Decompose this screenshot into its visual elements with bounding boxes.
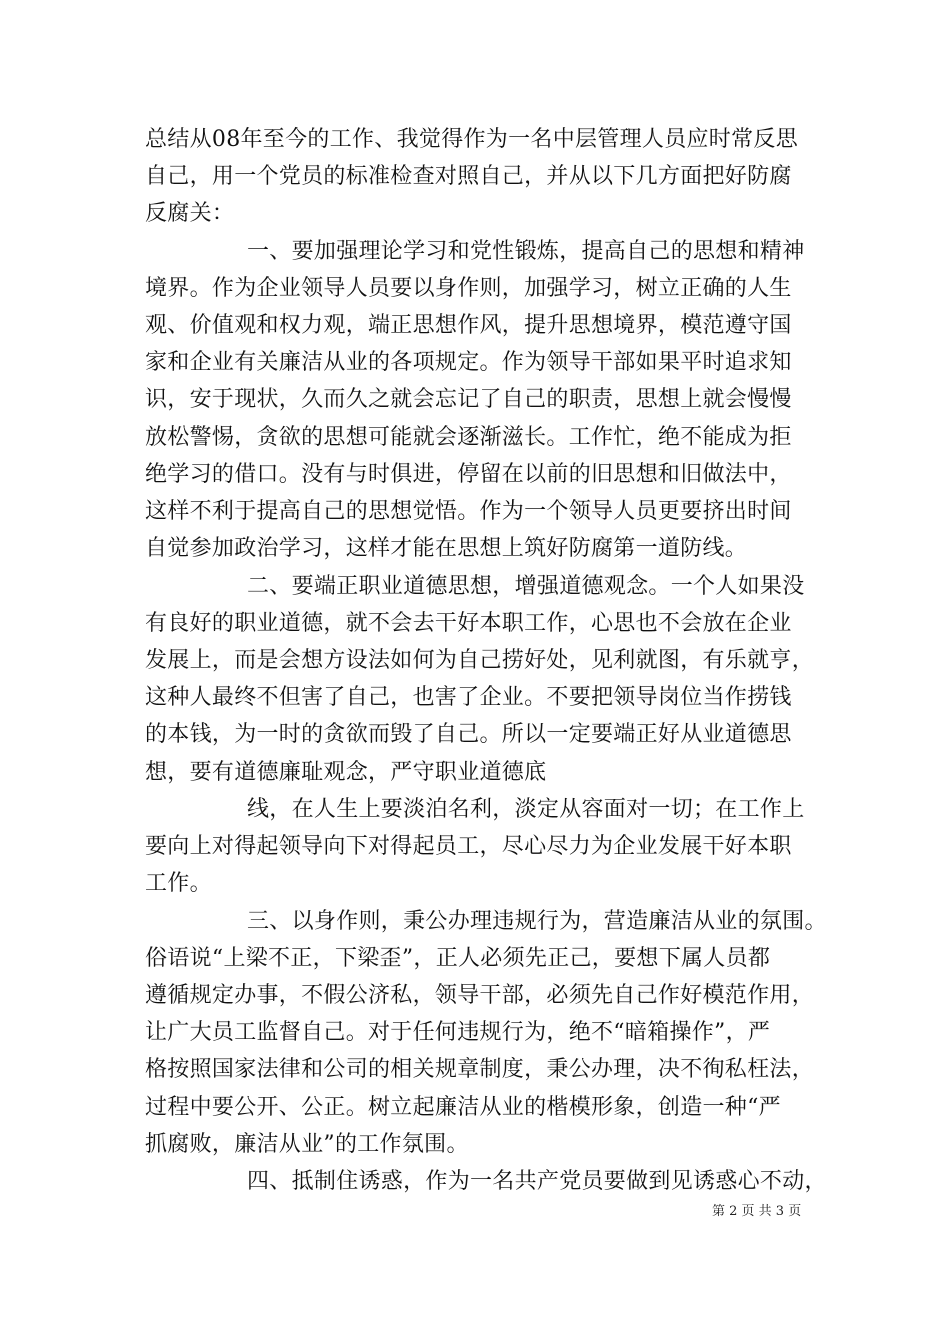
text-line: 放松警惕，贪欲的思想可能就会逐渐滋长。工作忙，绝不能成为拒 — [145, 425, 792, 450]
text-line: 总结从08年至今的工作、我觉得作为一名中层管理人员应时常反思 — [145, 127, 798, 152]
text-line: 绝学习的借口。没有与时俱进，停留在以前的旧思想和旧做法中， — [145, 462, 792, 487]
text-line: 家和企业有关廉洁从业的各项规定。作为领导干部如果平时追求知 — [145, 350, 792, 375]
text-line: 观、价值观和权力观，端正思想作风，提升思想境界，模范遵守国 — [145, 313, 792, 338]
text-line: 抓腐败，廉洁从业”的工作氛围。 — [145, 1132, 469, 1157]
text-line: 一、要加强理论学习和党性锻炼，提高自己的思想和精神 — [247, 239, 805, 264]
text-line: 二、要端正职业道德思想，增强道德观念。一个人如果没 — [247, 574, 805, 599]
text-line: 三、以身作则，秉公办理违规行为，营造廉洁从业的氛围。 — [247, 909, 827, 934]
text-line: 境界。作为企业领导人员要以身作则，加强学习，树立正确的人生 — [145, 276, 792, 301]
text-line: 线，在人生上要淡泊名利，淡定从容面对一切；在工作上 — [247, 797, 805, 822]
text-line: 这样不利于提高自己的思想觉悟。作为一个领导人员更要挤出时间 — [145, 499, 792, 524]
text-line: 过程中要公开、公正。树立起廉洁从业的楷模形象，创造一种“严 — [145, 1095, 781, 1120]
text-line: 自己，用一个党员的标准检查对照自己，并从以下几方面把好防腐 — [145, 164, 792, 189]
text-line: 有良好的职业道德，就不会去干好本职工作，心思也不会放在企业 — [145, 611, 792, 636]
text-line: 俗语说“上梁不正，下梁歪”，正人必须先正己，要想下属人员都 — [145, 946, 771, 971]
text-line: 遵循规定办事，不假公济私，领导干部，必须先自己作好模范作用， — [145, 983, 815, 1008]
text-line: 想，要有道德廉耻观念，严守职业道德底 — [145, 760, 547, 785]
text-line: 格按照国家法律和公司的相关规章制度，秉公办理，决不徇私枉法， — [145, 1057, 815, 1082]
text-line: 识，安于现状，久而久之就会忘记了自己的职责，思想上就会慢慢 — [145, 387, 792, 412]
text-line: 四、抵制住诱惑，作为一名共产党员要做到见诱惑心不动， — [247, 1169, 827, 1194]
text-line: 这种人最终不但害了自己，也害了企业。不要把领导岗位当作捞钱 — [145, 685, 792, 710]
text-line: 要向上对得起领导向下对得起员工，尽心尽力为企业发展干好本职 — [145, 834, 792, 859]
text-line: 工作。 — [145, 871, 212, 896]
text-line: 反腐关： — [145, 201, 235, 226]
page-number: 第 2 页 共 3 页 — [712, 1204, 802, 1219]
text-line: 发展上，而是会想方设法如何为自己捞好处，见利就图，有乐就亨， — [145, 648, 815, 673]
text-line: 让广大员工监督自己。对于任何违规行为，绝不“暗箱操作”，严 — [145, 1020, 771, 1045]
text-line: 的本钱，为一时的贪欲而毁了自己。所以一定要端正好从业道德思 — [145, 722, 792, 747]
text-line: 自觉参加政治学习，这样才能在思想上筑好防腐第一道防线。 — [145, 536, 748, 561]
